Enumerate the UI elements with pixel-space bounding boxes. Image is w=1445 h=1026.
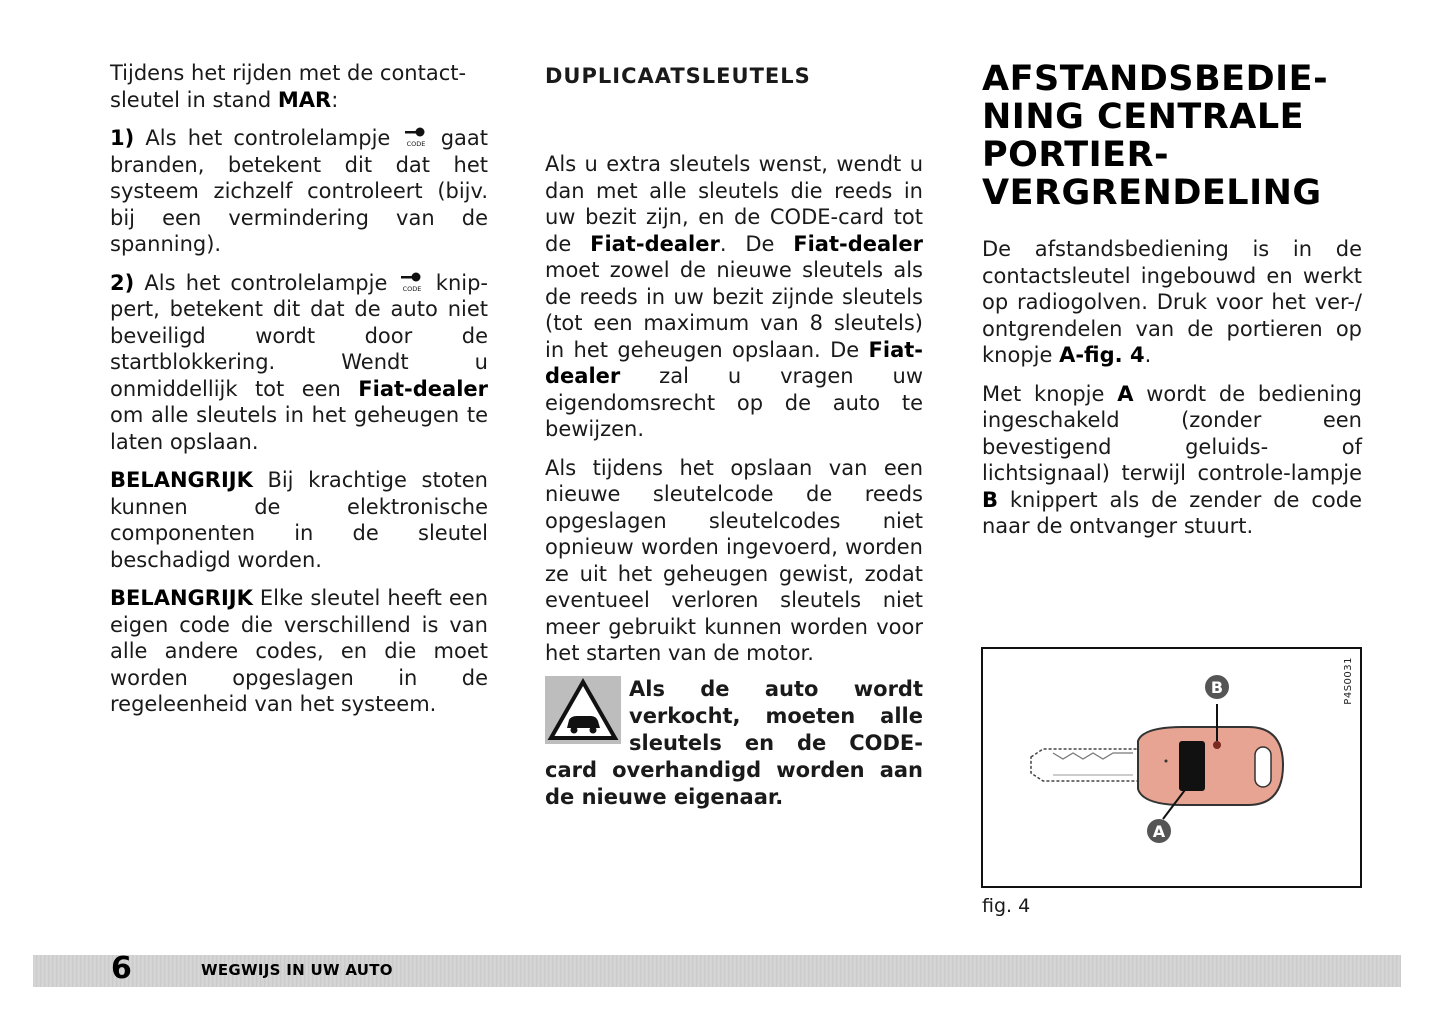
remote-key-illustration (983, 649, 1360, 886)
page-number: 6 (111, 951, 132, 986)
remote-control-heading: AFSTANDSBEDIE- NING CENTRALE PORTIER- VERGRENDELING (982, 59, 1329, 213)
duplicate-keys-paragraph-1: Als u extra sleutels wenst, wendt u dan met alle sleutels die reeds in uw bezit zijn, en de CODE-card tot de Fiat-dealer. De Fiat-dealer moet zowel de nieuwe sleutels als de reeds in uw bezit zijnde sleutels (tot een maximum van 8 sleutels) in het geheugen opslaan. De Fiat-dealer zal u vragen uw eigendomsrecht op de auto te bewijzen. (545, 152, 923, 441)
column-left (110, 60, 488, 730)
code-key-icon (398, 271, 426, 293)
warning-text: Als de auto wordt verkocht, moeten alle sleutels en de CODE-card overhandigd worden aan de nieuwe eigenaar. (545, 677, 923, 809)
important-note-1: BELANGRIJK Bij krachtige stoten kunnen de elektronische componenten in de sleutel beschadigd worden. (110, 468, 488, 572)
svg-text:CODE: CODE (406, 140, 425, 148)
figure-code: P4S0031 (1343, 657, 1354, 705)
svg-text:CODE: CODE (402, 284, 421, 293)
duplicate-keys-heading: DUPLICAATSLEUTELS (545, 64, 811, 88)
paragraph-2: 2) Als het controlelampje CODE knip-pert, betekent dit dat de auto niet beveiligd wordt door de startblokkering. Wendt u onmiddellijk tot een Fiat-dealer om alle sleutels in het geheugen te laten opslaan. (110, 270, 489, 454)
remote-paragraph-2: Met knopje A wordt de bediening ingeschakeld (zonder een bevestigend geluids- of lichtsignaal) terwijl controle-lampje B knippert als de zender de code naar de ontvanger stuurt. (982, 381, 1363, 538)
led-b (1213, 741, 1221, 749)
section-title: WEGWIJS IN UW AUTO (201, 961, 393, 979)
page-footer (33, 951, 1401, 987)
paragraph-1: 1) Als het controlelampje CODE gaat branden, betekent dit dat het systeem zichzelf controleert (bijv. bij een vermindering van de spanning). (110, 126, 488, 256)
remote-paragraph-1: De afstandsbediening is in de contactsleutel ingebouwd en werkt op radiogolven. Druk voor het ver-/ ontgrendelen van de portieren op knopje A-fig. 4. (982, 237, 1362, 367)
figure-caption: fig. 4 (982, 895, 1031, 917)
key-figure (981, 647, 1362, 888)
warning-box (545, 676, 923, 811)
intro-paragraph: Tijdens het rijden met de contact-sleutel in stand MAR: (110, 61, 467, 112)
warning-triangle-icon (545, 676, 621, 744)
svg-text:A: A (1152, 822, 1166, 841)
important-note-2: BELANGRIJK Elke sleutel heeft een eigen code die verschillend is van alle andere codes, en die moet worden opgeslagen in de regeleenheid van het systeem. (110, 586, 488, 716)
column-middle (545, 60, 923, 679)
column-right (982, 60, 1362, 552)
code-key-icon (402, 126, 430, 148)
svg-text:B: B (1210, 678, 1224, 697)
button-a (1179, 741, 1205, 791)
duplicate-keys-paragraph-2: Als tijdens het opslaan van een nieuwe sleutelcode de reeds opgeslagen sleutelcodes niet opnieuw worden ingevoerd, worden ze uit het geheugen gewist, zodat eventueel verloren sleutels niet meer gebruikt kunnen worden voor het starten van de motor. (545, 455, 923, 665)
